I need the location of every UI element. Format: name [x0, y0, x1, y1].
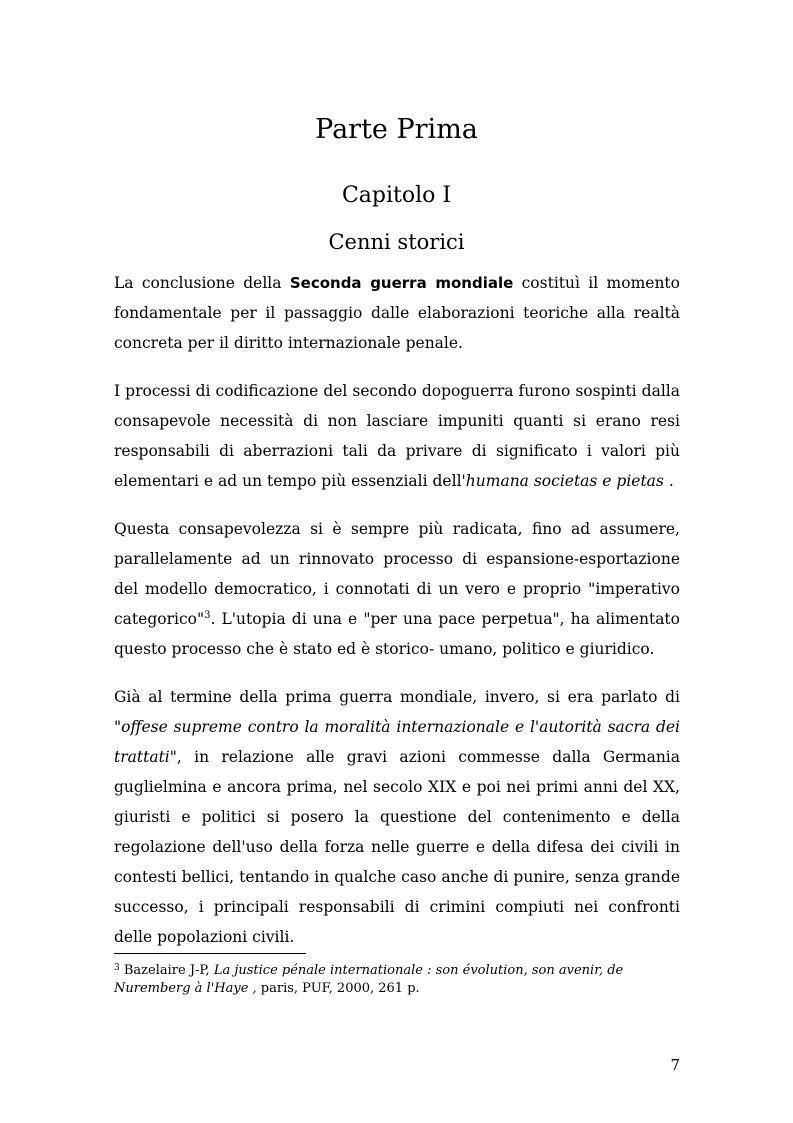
- paragraph-1-text-c: costituì il momento fondamentale per il passaggio dalle elaborazioni teoriche alla realtà concreta per il diritto internazionale penale.: [114, 274, 680, 352]
- paragraph-3: [114, 514, 680, 664]
- section-title: Cenni storici: [328, 230, 465, 254]
- paragraph-4: [114, 682, 680, 952]
- paragraph-1: [114, 268, 680, 358]
- paragraph-2: [114, 376, 680, 496]
- paragraph-2-text-c: .: [663, 472, 674, 490]
- part-title: Parte Prima: [315, 114, 478, 145]
- page-number: 7: [670, 1056, 680, 1074]
- footnote: [114, 962, 680, 998]
- chapter-title: Capitolo I: [341, 183, 452, 208]
- paragraph-3-text-a: Questa consapevolezza si è sempre più radicata, fino ad assumere, parallelamente ad un rinnovato processo di espansione-esportazione del modello democratico, i connotati di un vero e proprio "imperativo categorico": [114, 520, 680, 628]
- footnote-author: Bazelaire J-P,: [119, 963, 214, 978]
- paragraph-1-text-a: La conclusione della: [114, 274, 290, 292]
- paragraph-3-text-b: . L'utopia di una e "per una pace perpetua", ha alimentato questo processo che è stato ed è storico- umano, politico e giuridico.: [114, 610, 680, 658]
- footnote-publication: paris, PUF, 2000, 261 p.: [256, 981, 420, 996]
- footnote-divider: [114, 953, 306, 954]
- paragraph-4-text-c: ", in relazione alle gravi azioni commesse dalla Germania guglielmina e ancora prima, nel secolo XIX e poi nei primi anni del XX, giuristi e politici si posero la questione del contenimento e della regolazione dell'uso della forza nelle guerre e della difesa dei civili in contesti bellici, tentando in qualche caso anche di punire, senza grande successo, i principali responsabili di crimini compiuti nei confronti delle popolazioni civili.: [114, 748, 680, 946]
- footnote-number: 3: [114, 963, 120, 973]
- paragraph-4-italic-quote: offese supreme contro la moralità internazionale e l'autorità sacra dei trattati: [114, 718, 680, 766]
- paragraph-4-text-a: Già al termine della prima guerra mondiale, invero, si era parlato di ": [114, 688, 680, 736]
- footnote-reference[interactable]: 3: [204, 610, 211, 621]
- footnote-title: La justice pénale internationale : son évolution, son avenir, de Nuremberg à l'Haye ,: [114, 963, 624, 996]
- paragraph-2-italic-term: humana societas e pietas: [465, 472, 664, 490]
- paragraph-1-bold-term: Seconda guerra mondiale: [289, 274, 514, 292]
- paragraph-2-text-a: I processi di codificazione del secondo dopoguerra furono sospinti dalla consapevole necessità di non lasciare impuniti quanti si erano resi responsabili di aberrazioni tali da privare di significato i valori più elementari e ad un tempo più essenziali dell': [114, 382, 680, 490]
